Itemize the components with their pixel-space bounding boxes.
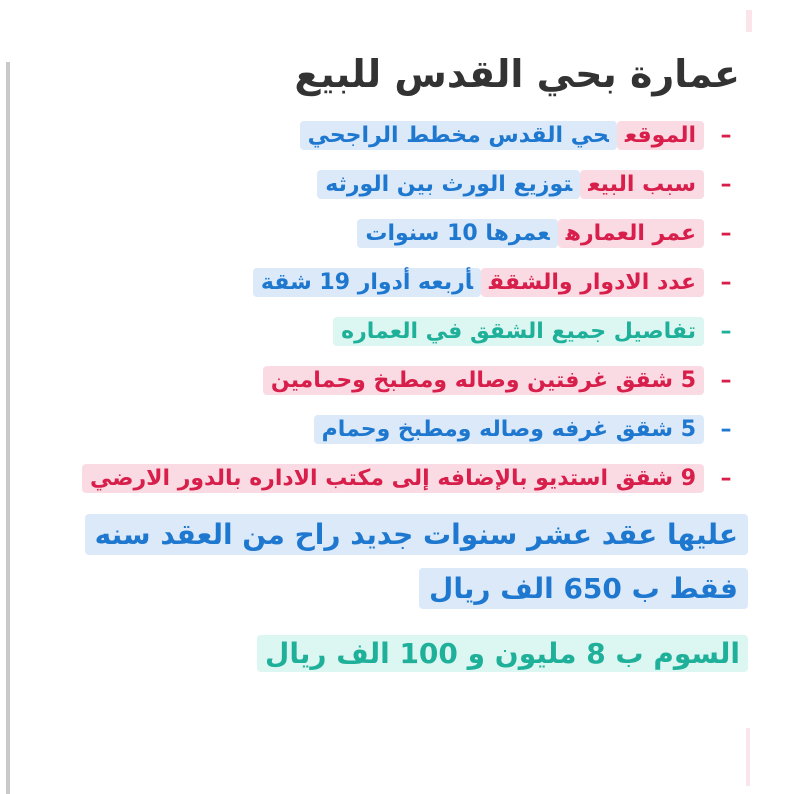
building-age-label: عمر العماره: [558, 219, 704, 248]
asking-price: [48, 626, 748, 682]
two-bedroom-units-text: 5 شقق غرفتين وصاله ومطبخ وحمامين: [263, 366, 704, 395]
floors-apartments-label: عدد الادوار والشقق: [481, 268, 704, 297]
contract-note-text: عليها عقد عشر سنوات جديد راح من العقد سنه فقط ب 650 الف ريال: [85, 514, 748, 609]
bullet-dash: –: [720, 123, 732, 148]
details-heading-text: تفاصيل جميع الشقق في العماره: [333, 317, 704, 346]
floors-apartments-value: أربعه أدوار 19 شقة: [253, 268, 481, 297]
bullet-dash: –: [720, 417, 732, 442]
asking-price-text: السوم ب 8 مليون و 100 الف ريال: [257, 635, 748, 672]
bullet-dash: –: [720, 270, 732, 295]
bullet-dash: –: [720, 221, 732, 246]
list-item-building-age: [48, 214, 748, 254]
list-item-two-bedroom-units: [48, 361, 748, 401]
list-item-location: [48, 116, 748, 156]
list-item-floors-apartments: [48, 263, 748, 303]
studio-units-text: 9 شقق استديو بالإضافه إلى مكتب الاداره بالدور الارضي: [82, 464, 704, 493]
sale-reason-label: سبب البيع: [580, 170, 704, 199]
listing-content: [48, 44, 748, 682]
bullet-dash: –: [720, 172, 732, 197]
left-scroll-rule: [6, 62, 10, 794]
listing-title: عمارة بحي القدس للبيع: [294, 52, 740, 96]
bottom-highlight-mark: [746, 728, 750, 786]
location-value: حي القدس مخطط الراجحي: [300, 121, 617, 150]
bullet-dash: –: [720, 368, 732, 393]
list-item-sale-reason: [48, 165, 748, 205]
location-label: الموقع: [617, 121, 704, 150]
bullet-dash: –: [720, 319, 732, 344]
list-item-studio-units: [48, 459, 748, 499]
building-age-value: عمرها 10 سنوات: [357, 219, 557, 248]
list-item-one-bedroom-units: [48, 410, 748, 450]
bullet-dash: –: [720, 466, 732, 491]
contract-note: [48, 508, 748, 616]
one-bedroom-units-text: 5 شقق غرفه وصاله ومطبخ وحمام: [314, 415, 704, 444]
sale-reason-value: توزيع الورث بين الورثه: [317, 170, 580, 199]
list-item-details-heading: [48, 312, 748, 352]
corner-highlight-mark: [746, 10, 752, 32]
